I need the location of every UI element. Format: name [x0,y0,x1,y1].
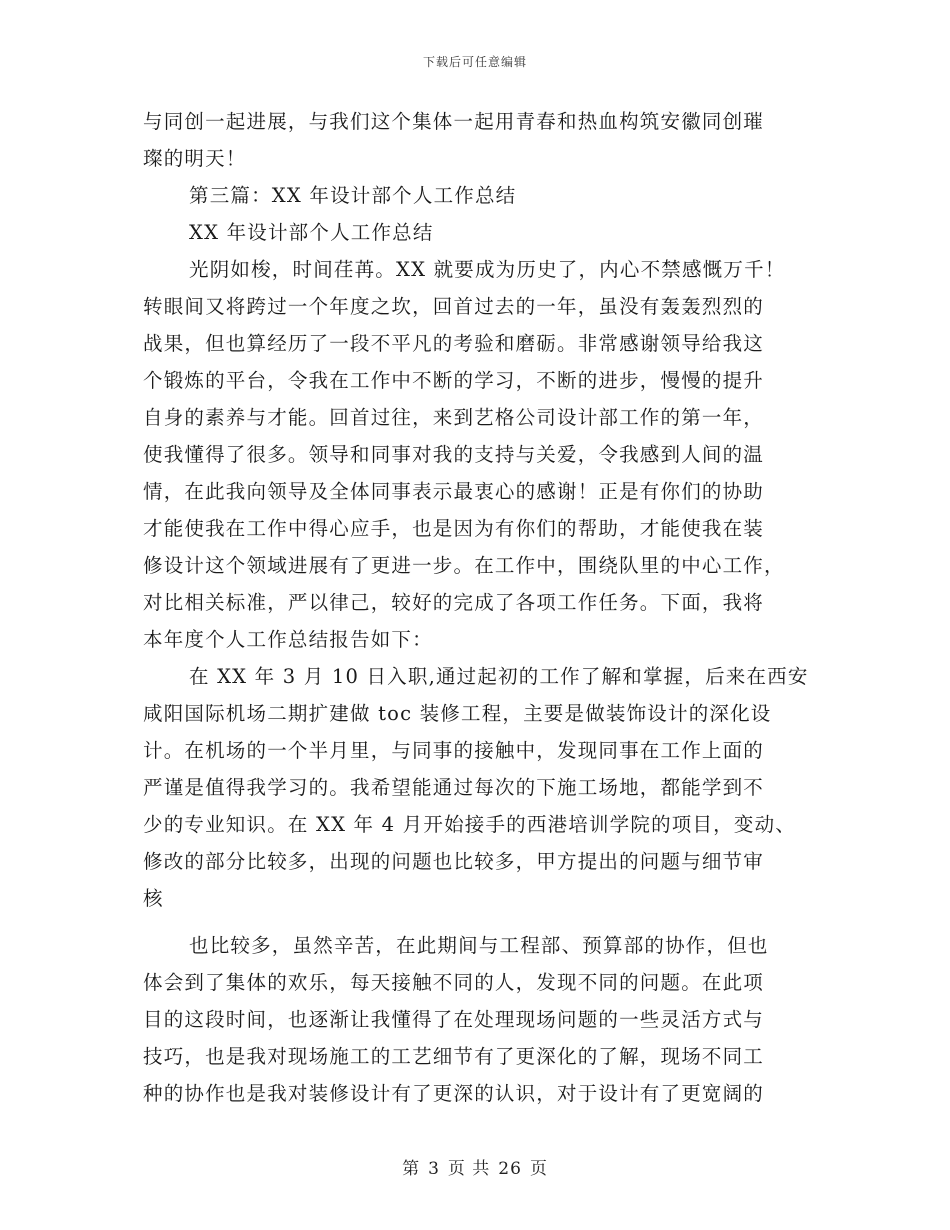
text-line: 个锻炼的平台，令我在工作中不断的学习，不断的进步，慢慢的提升 [143,369,765,392]
text-line: 璨的明天！ [143,147,247,170]
text-line: 转眼间又将跨过一个年度之坎，回首过去的一年，虽没有轰轰烈烈的 [143,295,765,318]
text-line: 修改的部分比较多，出现的问题也比较多，甲方提出的问题与细节审 [143,850,765,873]
footer-prefix: 第 [402,1159,421,1179]
section-heading [143,177,803,214]
text-line: 严谨是值得我学习的。我希望能通过每次的下施工场地，都能学到不 [143,776,765,799]
text-line: 使我懂得了很多。领导和同事对我的支持与关爱，令我感到人间的温 [143,443,765,466]
text-line: 少的专业知识。在 XX 年 4 月开始接手的西港培训学院的项目，变动、 [143,813,796,836]
title-text: XX 年设计部个人工作总结 [189,221,434,244]
paragraph-onboarding [143,658,809,917]
text-line: 战果，但也算经历了一段不平凡的考验和磨砺。非常感谢领导给我这 [143,332,765,355]
text-line: 本年度个人工作总结报告如下： [143,628,433,651]
text-line: 体会到了集体的欢乐，每天接触不同的人，发现不同的问题。在此项 [143,971,765,994]
text-line: 光阴如梭，时间荏苒。XX 就要成为历史了，内心不禁感慨万千！ [189,258,786,281]
text-line: 咸阳国际机场二期扩建做 toc 装修工程，主要是做装饰设计的深化设 [143,702,772,725]
header-note: 下载后可任意编辑 [422,55,527,69]
text-line: 种的协作也是我对装修设计有了更深的认识，对于设计有了更宽阔的 [143,1082,765,1105]
text-line: 也比较多，虽然辛苦，在此期间与工程部、预算部的协作，但也 [189,934,769,957]
document-title [143,214,803,251]
text-line: 与同创一起进展，与我们这个集体一起用青春和热血构筑安徽同创璀 [143,110,765,133]
footer-suffix: 页 [529,1159,548,1179]
page-number: 3 [428,1159,440,1179]
paragraph-teamwork [143,927,803,1112]
text-line: 核 [143,887,164,910]
text-line: 对比相关标准，严以律己，较好的完成了各项工作任务。下面，我将 [143,591,765,614]
text-line: 在 XX 年 3 月 10 日入职,通过起初的工作了解和掌握，后来在西安 [189,665,809,688]
text-line: 情，在此我向领导及全体同事表示最衷心的感谢！正是有你们的协助 [143,480,765,503]
paragraph-closing [143,103,803,177]
document-body [143,103,809,1112]
heading-text: 第三篇：XX 年设计部个人工作总结 [189,184,517,207]
footer-middle: 页 共 [447,1159,491,1179]
page-footer [0,1154,950,1179]
total-pages: 26 [498,1159,522,1179]
text-line: 才能使我在工作中得心应手，也是因为有你们的帮助，才能使我在装 [143,517,765,540]
text-line: 计。在机场的一个半月里，与同事的接触中，发现同事在工作上面的 [143,739,765,762]
text-line: 修设计这个领域进展有了更进一步。在工作中，围绕队里的中心工作， [143,554,785,577]
text-line: 目的这段时间，也逐渐让我懂得了在处理现场问题的一些灵活方式与 [143,1008,765,1031]
text-line: 技巧，也是我对现场施工的工艺细节有了更深化的了解，现场不同工 [143,1045,765,1068]
paragraph-gap [143,917,803,927]
paragraph-intro [143,251,803,658]
text-line: 自身的素养与才能。回首过往，来到艺格公司设计部工作的第一年， [143,406,765,429]
